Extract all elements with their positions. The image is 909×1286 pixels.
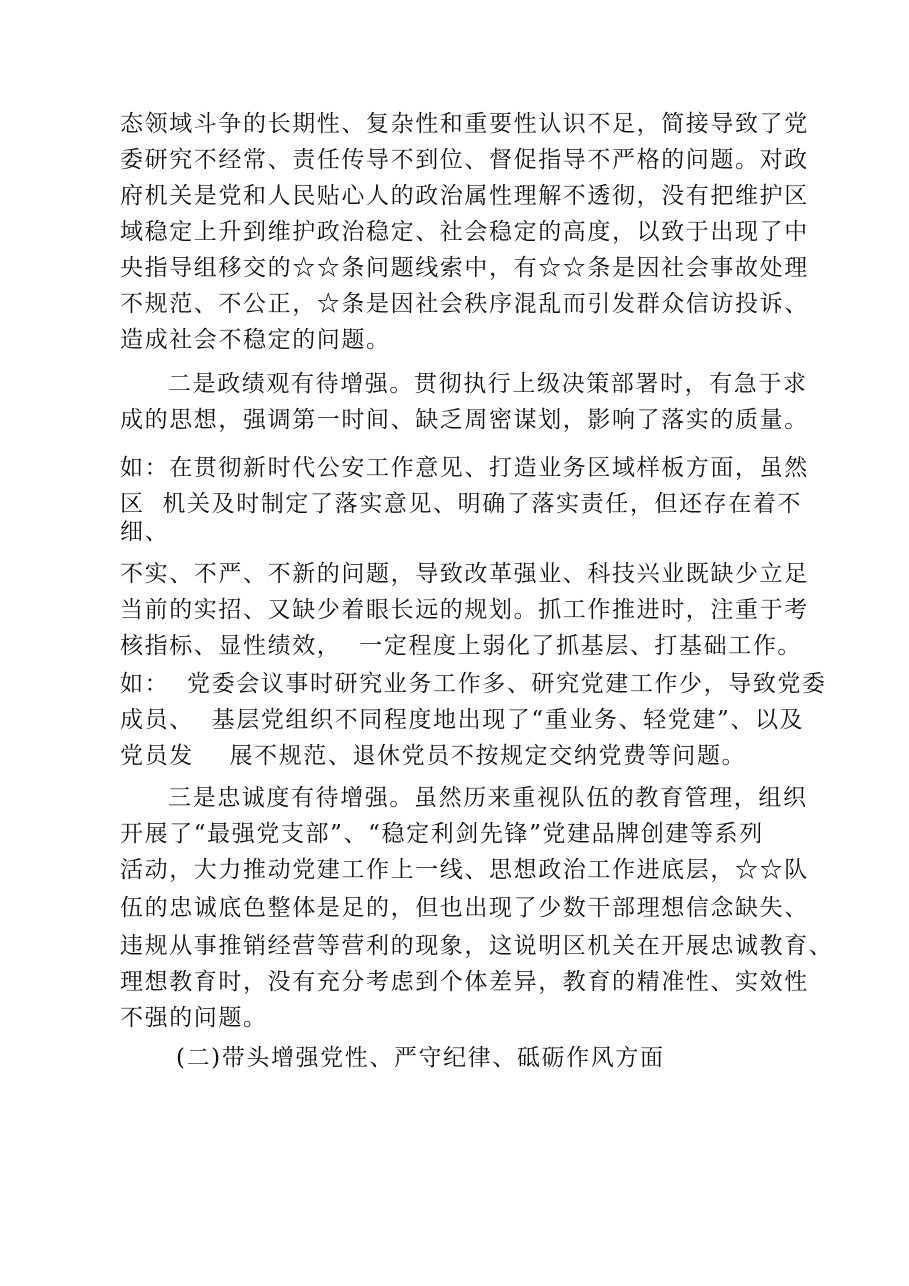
text-line: 态领域斗争的长期性、复杂性和重要性认识不足，简接导致了党 <box>120 111 809 137</box>
text-line: 当前的实招、又缺少着眼长远的规划。抓工作推进时，注重于考 <box>120 597 809 623</box>
text-line: 伍的忠诚底色整体是足的，但也出现了少数干部理想信念缺失、 <box>120 895 809 921</box>
text-line: 如：在贯彻新时代公安工作意见、打造业务区域样板方面，虽然 <box>120 455 809 481</box>
text-line: 不规范、不公正，☆条是因社会秩序混乱而引发群众信访投诉、 <box>120 291 809 317</box>
text-line: 开展了“最强党支部”、“稳定利剑先锋”党建品牌创建等系列 <box>120 821 764 847</box>
text-line: 央指导组移交的☆☆条问题线索中，有☆☆条是因社会事故处理 <box>120 255 809 281</box>
text-line: 违规从事推销经营等营利的现象，这说明区机关在开展忠诚教育、 <box>120 933 834 959</box>
section-heading: (二)带头增强党性、严守纪律、砥砺作风方面 <box>176 1045 665 1071</box>
text-line: 委研究不经常、责任传导不到位、督促指导不严格的问题。对政 <box>120 147 809 173</box>
text-line: 理想教育时，没有充分考虑到个体差异，教育的精准性、实效性 <box>120 969 809 995</box>
text-line: 府机关是党和人民贴心人的政治属性理解不透彻，没有把维护区 <box>120 183 809 209</box>
text-line: 党员发 展不规范、退休党员不按规定交纳党费等问题。 <box>120 743 747 769</box>
text-line: 不实、不严、不新的问题，导致改革强业、科技兴业既缺少立足 <box>120 561 809 587</box>
text-line: 如： 党委会议事时研究业务工作多、研究党建工作少，导致党委 <box>120 671 827 697</box>
paragraph-start-line: 二是政绩观有待增强。贯彻执行上级决策部署时，有急于求 <box>168 371 808 397</box>
text-line: 核指标、显性绩效， 一定程度上弱化了抓基层、打基础工作。 <box>120 633 803 659</box>
text-line: 域稳定上升到维护政治稳定、社会稳定的高度，以致于出现了中 <box>120 219 809 245</box>
text-line: 造成社会不稳定的问题。 <box>120 327 391 353</box>
text-line: 细、 <box>120 519 170 545</box>
text-line: 不强的问题。 <box>120 1005 268 1031</box>
text-line: 成的思想，强调第一时间、缺乏周密谋划，影响了落实的质量。 <box>120 407 809 433</box>
text-line: 成员、 基层党组织不同程度地出现了“重业务、轻党建”、以及 <box>120 707 805 733</box>
text-line: 区 机关及时制定了落实意见、明确了落实责任，但还存在着不 <box>120 491 803 517</box>
paragraph-start-line: 三是忠诚度有待增强。虽然历来重视队伍的教育管理，组织 <box>168 785 808 811</box>
text-line: 活动，大力推动党建工作上一线、思想政治工作进底层，☆☆队 <box>120 857 809 883</box>
